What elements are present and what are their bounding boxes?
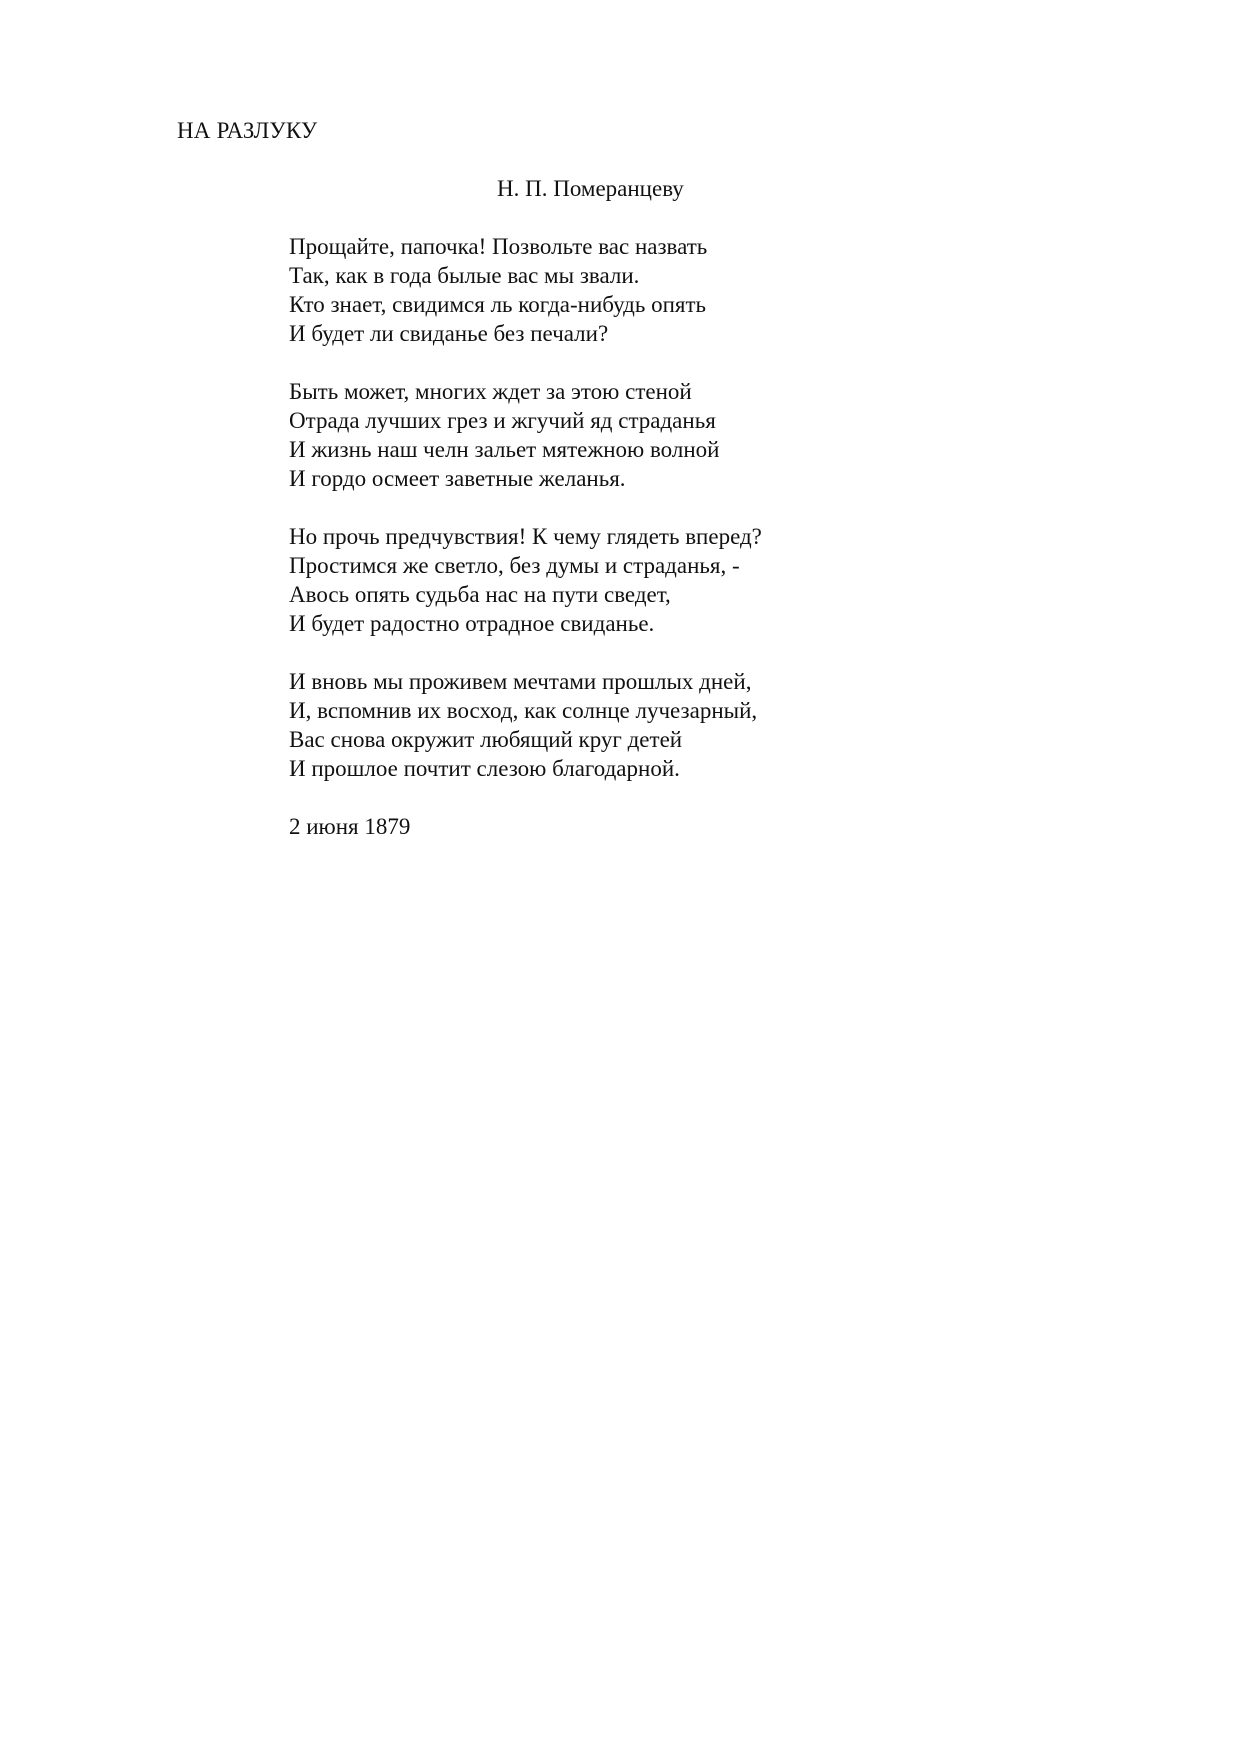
stanza-3: [289, 522, 762, 638]
verse-line: И жизнь наш челн зальет мятежною волной: [289, 437, 720, 462]
verse-line: И, вспомнив их восход, как солнце лучезарный,: [289, 698, 758, 723]
verse-line: И будет ли свиданье без печали?: [289, 321, 609, 346]
stanza-2: [289, 377, 762, 493]
verse-line: Прощайте, папочка! Позвольте вас назвать: [289, 234, 708, 259]
verse-line: Простимся же светло, без думы и страданья, -: [289, 553, 740, 578]
verse-line: Так, как в года былые вас мы звали.: [289, 263, 640, 288]
verse-line: Но прочь предчувствия! К чему глядеть вперед?: [289, 524, 762, 549]
poem-date: 2 июня 1879: [289, 814, 411, 839]
verse-line: Отрада лучших грез и жгучий яд страданья: [289, 408, 716, 433]
verse-line: И прошлое почтит слезою благодарной.: [289, 756, 680, 781]
verse-line: Кто знает, свидимся ль когда-нибудь опять: [289, 292, 707, 317]
poem-dedication: Н. П. Померанцеву: [497, 176, 684, 201]
verse-line: Быть может, многих ждет за этою стеной: [289, 379, 692, 404]
verse-line: Авось опять судьба нас на пути сведет,: [289, 582, 671, 607]
stanza-4: [289, 667, 762, 783]
verse-line: И гордо осмеет заветные желанья.: [289, 466, 626, 491]
poem-title: НА РАЗЛУКУ: [177, 118, 318, 143]
verse-line: Вас снова окружит любящий круг детей: [289, 727, 683, 752]
verse-line: И будет радостно отрадное свиданье.: [289, 611, 655, 636]
verse-line: И вновь мы проживем мечтами прошлых дней,: [289, 669, 752, 694]
poem-body: [289, 232, 762, 841]
stanza-1: [289, 232, 762, 348]
